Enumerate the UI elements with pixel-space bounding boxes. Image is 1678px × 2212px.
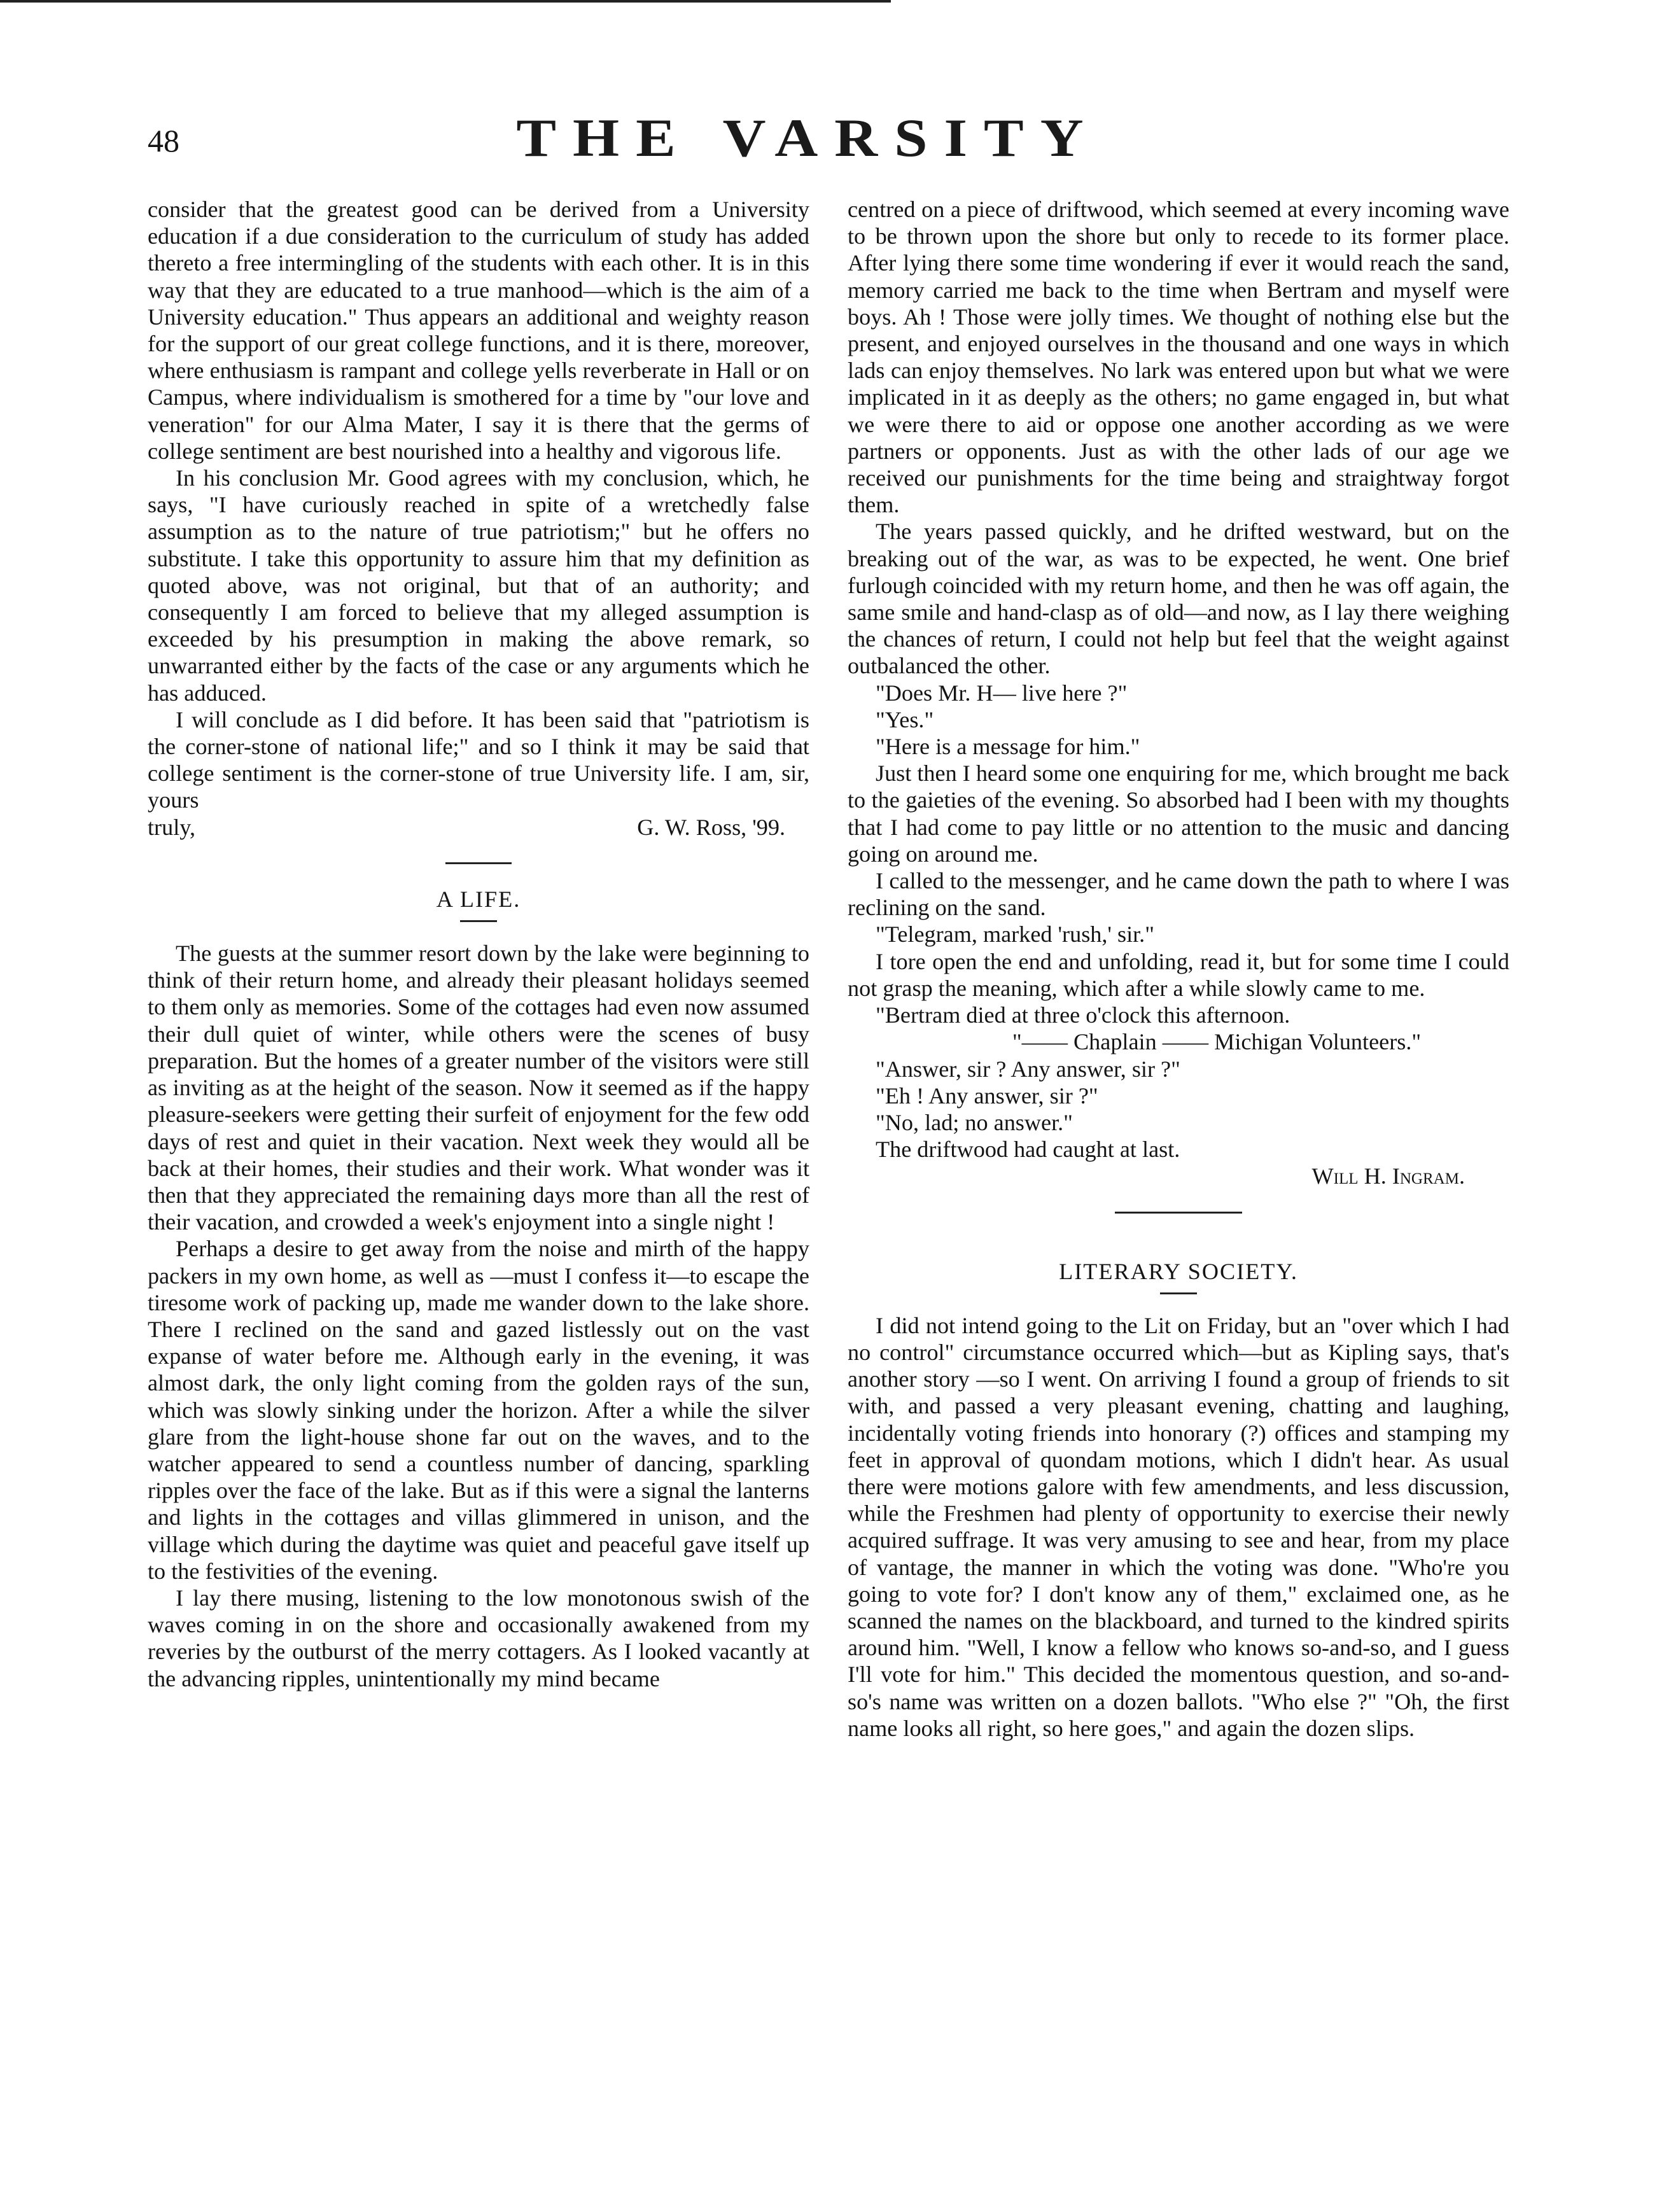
story-paragraph: The years passed quickly, and he drifted westward, but on the breaking out of the war, as was to be expected, he went. One brief furlough coincided with my return home, and then he was off again, the same smile and hand-clasp as of old—and now, as I lay there weighing the chances of return, I could not help but feel that the weight against outbalanced the other.: [848, 519, 1509, 679]
right-column: [848, 196, 1509, 1742]
story-paragraph: centred on a piece of driftwood, which seemed at every incoming wave to be thrown upon the shore but only to recede to its former place. After lying there some time wondering if ever it would reach the sand, memory carried me back to the time when Bertram and myself were boys. Ah ! Those were jolly times. We thought of nothing else but the present, and enjoyed ourselves in the thousand and one ways in which lads can enjoy themselves. No lark was entered upon but what we were implicated in it as deeply as the others; no game engaged in, but what we were there to aid or oppose one another according as we were partners or opponents. Just as with the other lads of our age we received our punishments for the time being and straightway forgot them.: [848, 197, 1509, 518]
society-title: LITERARY SOCIETY.: [1059, 1258, 1298, 1284]
story-paragraph: The driftwood had caught at last.: [876, 1137, 1180, 1163]
section-divider: [445, 862, 512, 864]
letter-closing: truly,: [148, 814, 196, 840]
page-number: 48: [148, 123, 179, 158]
section-divider: [1115, 1212, 1242, 1214]
letter-paragraph: consider that the greatest good can be derived from a University education if a due consideration to the curriculum of study has added thereto a free intermingling of the students with each other. It is in this way that they are educated to a true manhood—which is the aim of a University education." Thus appears an additional and weighty reason for the support of our great college functions, and it is there, moreover, where enthusiasm is rampant and college yells reverberate in Hall or on Campus, where individualism is smothered for a time by "our love and veneration" for our Alma Mater, I say it is there that the germs of college sentiment are best nourished into a healthy and vigorous life.: [148, 197, 809, 464]
story-paragraph: I called to the messenger, and he came down the path to where I was reclining on the sand.: [848, 868, 1509, 921]
dialogue-line: "Answer, sir ? Any answer, sir ?": [876, 1056, 1180, 1082]
story-paragraph: I lay there musing, listening to the low monotonous swish of the waves coming in on the shore and occasionally awakened from my reveries by the outburst of the merry cottagers. As I looked vacantly at the advancing ripples, unintentionally my mind became: [148, 1585, 809, 1691]
dialogue-line: "Does Mr. H— live here ?": [876, 680, 1128, 706]
story-paragraph: Just then I heard some one enquiring for me, which brought me back to the gaieties of the evening. So absorbed had I been with my thoughts that I had come to pay little or no attention to the music and dancing going on around me.: [848, 760, 1509, 867]
story-paragraph: I tore open the end and unfolding, read it, but for some time I could not grasp the meaning, which after a while slowly came to me.: [848, 948, 1509, 1001]
story-author: Will H. Ingram.: [1311, 1163, 1465, 1189]
letter-paragraph: In his conclusion Mr. Good agrees with my conclusion, which, he says, "I have curiously reached in spite of a wretchedly false assumption as to the nature of true patriotism;" but he offers no substitute. I take this opportunity to assure him that my definition as quoted above, was not original, but that of an authority; and consequently I am forced to believe that my alleged assumption is exceeded by his presumption in making the above remark, so unwarranted either by the facts of the case or any arguments which he has adduced.: [148, 465, 809, 706]
letter-paragraph: I will conclude as I did before. It has been said that "patriotism is the corner-stone of national life;" and so I think it may be said that college sentiment is the corner-stone of true University life. I am, sir, yours: [148, 706, 809, 813]
dialogue-line: "No, lad; no answer.": [876, 1109, 1073, 1135]
dialogue-line: "Eh ! Any answer, sir ?": [876, 1082, 1098, 1109]
dialogue-line: "Telegram, marked 'rush,' sir.": [876, 921, 1154, 948]
story-paragraph: Perhaps a desire to get away from the noise and mirth of the happy packers in my own home, as well as —must I confess it—to escape the tiresome work of packing up, made me wander down to the lake shore. There I reclined on the sand and gazed listlessly out on the vast expanse of water before me. Although early in the evening, it was almost dark, the only light coming from the golden rays of the sun, which was slowly sinking under the horizon. After a while the silver glare from the light-house shone far out on the waves, and to the watcher appeared to send a countless number of dancing, sparkling ripples over the face of the lake. But as if this were a signal the lanterns and lights in the cottages and villas glimmered in unison, and the village which during the daytime was quiet and peaceful gave itself up to the festivities of the evening.: [148, 1236, 809, 1584]
telegram-line: "Bertram died at three o'clock this afternoon.: [876, 1002, 1290, 1028]
letter-signoff: [148, 814, 809, 841]
dialogue-line: "Yes.": [876, 706, 934, 732]
title-underline: [1160, 1292, 1197, 1294]
letter-signature: G. W. Ross, '99.: [637, 814, 785, 840]
society-paragraph: I did not intend going to the Lit on Friday, but an "over which I had no control" circumstance occurred which—but as Kipling says, that's another story —so I went. On arriving I found a group of friends to sit with, and passed a very pleasant evening, chatting and laughing, incidentally voting friends into honorary (?) offices and stamping my feet in approval of quondam motions, which I didn't hear. As usual there were motions galore with few amendments, and less discussion, while the Freshmen had plenty of opportunity to exercise their newly acquired suffrage. It was very amusing to see and hear, from my place of vantage, the manner in which the voting was done. "Who're you going to vote for? I don't know any of them," exclaimed one, as he scanned the names on the blackboard, and turned to the kindred spirits around him. "Well, I know a fellow who knows so-and-so, and I guess I'll vote for him." This decided the momentous question, and so-and-so's name was written on a dozen ballots. "Who else ?" "Oh, the first name looks all right, so here goes," and again the dozen slips.: [848, 1312, 1509, 1741]
story-title: A LIFE.: [436, 886, 521, 912]
dialogue-line: "Here is a message for him.": [876, 734, 1140, 760]
masthead-title: THE VARSITY: [516, 108, 1100, 168]
story-paragraph: The guests at the summer resort down by the lake were beginning to think of their return home, and already their pleasant holidays seemed to them only as memories. Some of the cottages had even now assumed their dull quiet of winter, while others were the scenes of busy preparation. But the homes of a greater number of the visitors were still as inviting as at the height of the season. Now it seemed as if the happy pleasure-seekers were getting their surfeit of enjoyment for the few odd days of rest and quiet in their vacation. Next week they would all be back at their homes, their studies and their work. What wonder was it then that they appreciated the remaining days more than all the rest of their vacation, and crowded a week's enjoyment into a single night !: [148, 941, 809, 1235]
left-column: [148, 196, 809, 1692]
title-underline: [460, 920, 497, 922]
top-rule: [0, 0, 891, 3]
telegram-line: "—— Chaplain —— Michigan Volunteers.": [1012, 1029, 1422, 1055]
